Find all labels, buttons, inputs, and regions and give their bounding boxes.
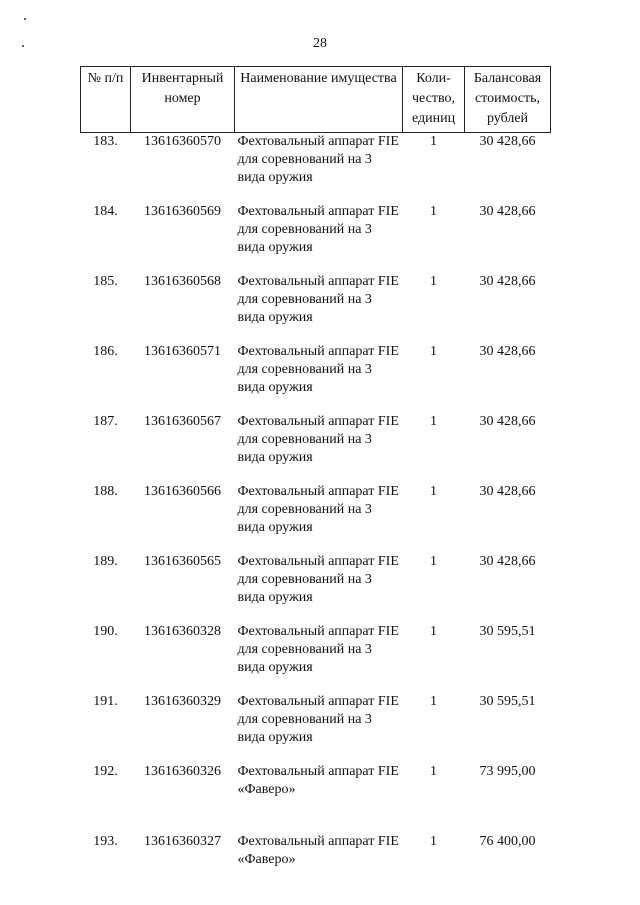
table-row bbox=[81, 553, 551, 623]
row-quantity: 1 bbox=[430, 134, 437, 149]
row-num: 190. bbox=[93, 624, 118, 639]
row-num: 184. bbox=[93, 204, 118, 219]
row-inventory: 13616360570 bbox=[144, 134, 221, 149]
row-quantity: 1 bbox=[430, 414, 437, 429]
row-cost: 30 428,66 bbox=[479, 554, 536, 569]
row-cost: 30 595,51 bbox=[479, 694, 536, 709]
table-row bbox=[81, 203, 551, 273]
table-row bbox=[81, 483, 551, 553]
header-num: № п/п bbox=[81, 67, 131, 133]
row-inventory: 13616360326 bbox=[144, 764, 221, 779]
row-name: Фехтовальный аппарат FIE «Фаверо» bbox=[237, 834, 399, 867]
row-name: Фехтовальный аппарат FIE для соревнований на 3 вида оружия bbox=[237, 204, 399, 255]
row-quantity: 1 bbox=[430, 834, 437, 849]
row-inventory: 13616360328 bbox=[144, 624, 221, 639]
row-quantity: 1 bbox=[430, 484, 437, 499]
row-num: 193. bbox=[93, 834, 118, 849]
row-num: 189. bbox=[93, 554, 118, 569]
table-row bbox=[81, 413, 551, 483]
row-quantity: 1 bbox=[430, 554, 437, 569]
row-cost: 30 595,51 bbox=[479, 624, 536, 639]
table-row bbox=[81, 343, 551, 413]
table-row bbox=[81, 273, 551, 343]
header-name: Наименование имущества bbox=[235, 67, 403, 133]
row-name: Фехтовальный аппарат FIE для соревнований на 3 вида оружия bbox=[237, 344, 399, 395]
scan-speck bbox=[24, 18, 26, 20]
row-inventory: 13616360568 bbox=[144, 274, 221, 289]
row-inventory: 13616360571 bbox=[144, 344, 221, 359]
header-inventory: Инвентарный номер bbox=[131, 67, 235, 133]
row-num: 187. bbox=[93, 414, 118, 429]
table-row bbox=[81, 133, 551, 204]
table-row bbox=[81, 623, 551, 693]
row-cost: 73 995,00 bbox=[479, 764, 536, 779]
row-name: Фехтовальный аппарат FIE для соревнований на 3 вида оружия bbox=[237, 274, 399, 325]
row-quantity: 1 bbox=[430, 624, 437, 639]
row-num: 188. bbox=[93, 484, 118, 499]
row-cost: 30 428,66 bbox=[479, 484, 536, 499]
row-name: Фехтовальный аппарат FIE для соревнований на 3 вида оружия bbox=[237, 624, 399, 675]
header-cost: Балансовая стоимость, рублей bbox=[465, 67, 551, 133]
row-quantity: 1 bbox=[430, 204, 437, 219]
row-num: 191. bbox=[93, 694, 118, 709]
row-cost: 30 428,66 bbox=[479, 134, 536, 149]
table-header-row bbox=[81, 67, 551, 133]
row-name: Фехтовальный аппарат FIE для соревнований на 3 вида оружия bbox=[237, 554, 399, 605]
row-num: 183. bbox=[93, 134, 118, 149]
row-quantity: 1 bbox=[430, 694, 437, 709]
row-cost: 30 428,66 bbox=[479, 414, 536, 429]
row-cost: 30 428,66 bbox=[479, 274, 536, 289]
row-quantity: 1 bbox=[430, 344, 437, 359]
row-num: 192. bbox=[93, 764, 118, 779]
header-quantity: Коли-чество, единиц bbox=[403, 67, 465, 133]
page-number: 28 bbox=[313, 36, 327, 51]
row-inventory: 13616360566 bbox=[144, 484, 221, 499]
inventory-table bbox=[80, 66, 551, 903]
row-inventory: 13616360565 bbox=[144, 554, 221, 569]
table-row bbox=[81, 833, 551, 903]
row-name: Фехтовальный аппарат FIE «Фаверо» bbox=[237, 764, 399, 797]
row-cost: 30 428,66 bbox=[479, 344, 536, 359]
row-inventory: 13616360569 bbox=[144, 204, 221, 219]
row-inventory: 13616360567 bbox=[144, 414, 221, 429]
row-cost: 30 428,66 bbox=[479, 204, 536, 219]
row-name: Фехтовальный аппарат FIE для соревнований на 3 вида оружия bbox=[237, 694, 399, 745]
row-name: Фехтовальный аппарат FIE для соревнований на 3 вида оружия bbox=[237, 484, 399, 535]
row-num: 186. bbox=[93, 344, 118, 359]
row-name: Фехтовальный аппарат FIE для соревнований на 3 вида оружия bbox=[237, 134, 399, 185]
row-num: 185. bbox=[93, 274, 118, 289]
row-inventory: 13616360327 bbox=[144, 834, 221, 849]
row-quantity: 1 bbox=[430, 274, 437, 289]
row-name: Фехтовальный аппарат FIE для соревнований на 3 вида оружия bbox=[237, 414, 399, 465]
table-row bbox=[81, 763, 551, 833]
row-inventory: 13616360329 bbox=[144, 694, 221, 709]
row-quantity: 1 bbox=[430, 764, 437, 779]
row-cost: 76 400,00 bbox=[479, 834, 536, 849]
table-row bbox=[81, 693, 551, 763]
